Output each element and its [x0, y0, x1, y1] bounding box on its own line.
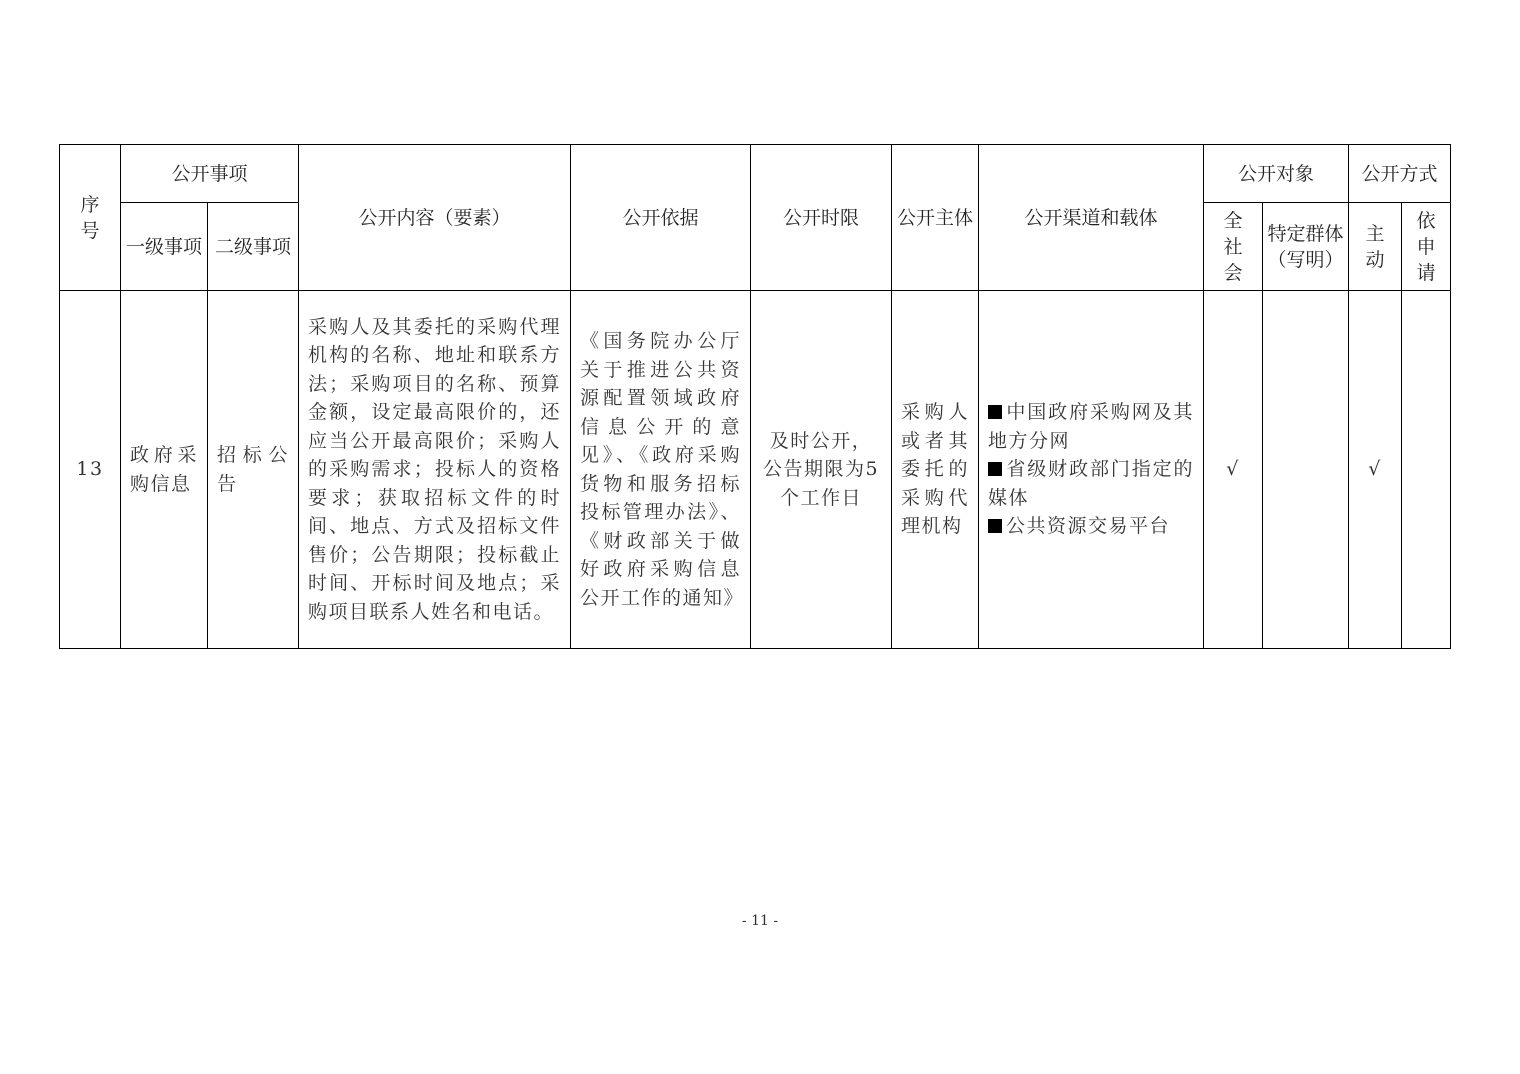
row-seq: 13: [60, 291, 121, 649]
header-content: 公开内容（要素）: [299, 145, 571, 291]
header-target-group: 公开对象: [1204, 145, 1349, 203]
row-level2: 招标公告: [208, 291, 299, 649]
header-level1: 一级事项: [121, 203, 208, 291]
table-header-row: [60, 145, 1451, 203]
header-items-group: 公开事项: [121, 145, 299, 203]
header-target-specific: 特定群体（写明）: [1263, 203, 1349, 291]
header-basis: 公开依据: [571, 145, 751, 291]
row-target-all-check: √: [1204, 291, 1263, 649]
square-bullet-icon: [988, 519, 1002, 533]
header-level2: 二级事项: [208, 203, 299, 291]
row-channels: [979, 291, 1204, 649]
table-row: [60, 291, 1451, 649]
row-mode-active-check: √: [1349, 291, 1402, 649]
channel-item: 公共资源交易平台: [988, 512, 1194, 541]
square-bullet-icon: [988, 462, 1002, 476]
row-mode-request: [1402, 291, 1451, 649]
row-target-specific: [1263, 291, 1349, 649]
row-level1: 政府采购信息: [121, 291, 208, 649]
row-content: 采购人及其委托的采购代理机构的名称、地址和联系方法；采购项目的名称、预算金额，设定最高限价的，还应当公开最高限价；采购人的采购需求；投标人的资格要求；获取招标文件的时间、地点、方式及招标文件售价；公告期限；投标截止时间、开标时间及地点；采购项目联系人姓名和电话。: [299, 291, 571, 649]
header-mode-active: 主动: [1349, 203, 1402, 291]
header-mode-group: 公开方式: [1349, 145, 1451, 203]
square-bullet-icon: [988, 405, 1002, 419]
row-subject: 采购人或者其委托的采购代理机构: [892, 291, 979, 649]
row-time-limit: 及时公开，公告期限为5个工作日: [751, 291, 892, 649]
header-time-limit: 公开时限: [751, 145, 892, 291]
row-basis: 《国务院办公厅关于推进公共资源配置领域政府信息公开的意见》、《政府采购货物和服务招标投标管理办法》、《财政部关于做好政府采购信息公开工作的通知》: [571, 291, 751, 649]
header-seq: 序号: [60, 145, 121, 291]
channel-list: [979, 398, 1203, 541]
channel-item: 省级财政部门指定的媒体: [988, 458, 1195, 509]
header-mode-request: 依申请: [1402, 203, 1451, 291]
header-subject: 公开主体: [892, 145, 979, 291]
header-channel: 公开渠道和载体: [979, 145, 1204, 291]
header-target-all: 全社会: [1204, 203, 1263, 291]
channel-item: 中国政府采购网及其地方分网: [988, 401, 1195, 452]
page-number: - 11 -: [741, 913, 779, 929]
disclosure-table: [59, 144, 1451, 649]
